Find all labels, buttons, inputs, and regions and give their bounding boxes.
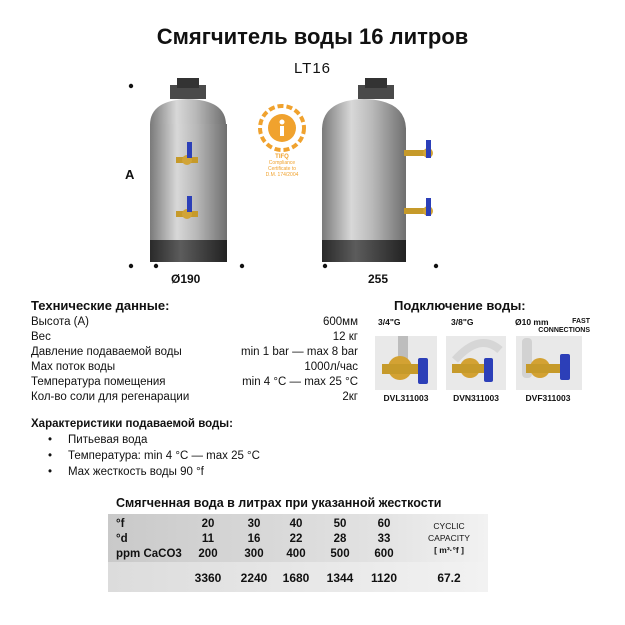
dimension-dot <box>129 84 133 88</box>
result-cell: 1680 <box>282 571 310 585</box>
result-cell: 1120 <box>370 571 398 585</box>
table-cell: 40 <box>289 518 303 530</box>
tech-heading: Технические данные: <box>31 298 170 313</box>
tech-label: Давление подаваемой воды <box>31 346 182 358</box>
connection-code: DVN311003 <box>453 393 499 403</box>
table-cell: 60 <box>377 518 391 530</box>
certificate-seal-icon <box>260 106 304 150</box>
tech-label: Кол-во соли для регенарации <box>31 391 190 403</box>
cyclic-line: CAPACITY <box>428 533 470 543</box>
certificate-text <box>258 154 306 178</box>
tech-value: min 4 °C — max 25 °C <box>242 376 358 388</box>
unit-label: ppm CaCO3 <box>116 548 182 560</box>
unit-label: °d <box>116 533 128 545</box>
feature-item <box>48 434 147 446</box>
tech-row <box>31 346 358 361</box>
feature-text: Температура: min 4 °C — max 25 °C <box>68 450 260 462</box>
diameter-label: Ø190 <box>171 272 201 286</box>
result-cell: 3360 <box>194 571 222 585</box>
bullet-icon: • <box>48 434 53 446</box>
cyclic-line: [ m³·°f ] <box>434 545 464 555</box>
connection-heading: Подключение воды: <box>394 298 526 313</box>
connection-size-extra: FAST CONNECTIONS <box>538 318 590 334</box>
cyclic-label <box>414 520 484 556</box>
bullet-icon: • <box>48 466 53 478</box>
table-cell: 22 <box>289 533 303 545</box>
dimension-dot <box>129 264 133 268</box>
tech-label: Температура помещения <box>31 376 166 388</box>
capacity-table <box>108 514 488 594</box>
softener-front-view <box>150 78 227 262</box>
product-drawing <box>0 0 625 300</box>
cyclic-value: 67.2 <box>437 571 461 585</box>
result-cell: 2240 <box>240 571 268 585</box>
dimension-dot <box>154 264 158 268</box>
tech-value: 2кг <box>342 391 358 403</box>
page-title: Смягчитель воды 16 литров <box>156 24 469 49</box>
certificate-line: D.M. 174/2004 <box>265 172 299 178</box>
table-cell: 33 <box>377 533 391 545</box>
model-code: LT16 <box>293 60 332 77</box>
connector-fast-icon <box>516 336 582 390</box>
result-cell: 1344 <box>326 571 354 585</box>
table-cell: 400 <box>286 548 306 560</box>
connector-3-4-icon <box>375 336 437 390</box>
connector-3-8-icon <box>446 336 506 390</box>
tech-label: Вес <box>31 331 51 343</box>
tech-row <box>31 376 358 391</box>
connection-size: 3/4"G <box>378 317 401 327</box>
cyclic-line: CYCLIC <box>433 521 465 531</box>
tech-row <box>31 361 358 376</box>
feature-item <box>48 466 204 478</box>
tech-value: 600мм <box>323 316 358 328</box>
tech-label: Max поток воды <box>31 361 116 373</box>
connection-code: DVF311003 <box>525 393 571 403</box>
softener-side-view <box>322 78 433 262</box>
connection-images <box>370 330 590 392</box>
table-cell: 28 <box>333 533 347 545</box>
tech-row <box>31 316 358 331</box>
bullet-icon: • <box>48 450 53 462</box>
tech-value: min 1 bar — max 8 bar <box>241 346 358 358</box>
certificate-line: Certificate to <box>267 166 297 172</box>
tech-label: Высота (А) <box>31 316 90 328</box>
tech-row <box>31 331 358 346</box>
tech-value: 12 кг <box>332 331 358 343</box>
dimension-dot <box>323 264 327 268</box>
tech-value: 1000л/час <box>304 361 358 373</box>
tech-row <box>31 391 358 406</box>
table-cell: 50 <box>333 518 347 530</box>
table-cell: 300 <box>244 548 264 560</box>
connection-size: Ø10 mm <box>515 317 549 327</box>
table-cell: 20 <box>201 518 215 530</box>
capacity-heading: Смягченная вода в литрах при указанной жесткости <box>116 496 442 510</box>
height-label: A <box>125 167 135 182</box>
connection-size: 3/8"G <box>451 317 474 327</box>
connection-code: DVL311003 <box>383 393 429 403</box>
certificate-brand: TIFQ <box>275 154 289 160</box>
feature-item <box>48 450 260 462</box>
table-cell: 500 <box>330 548 350 560</box>
table-cell: 200 <box>198 548 218 560</box>
dimension-dot <box>434 264 438 268</box>
dimension-dot <box>240 264 244 268</box>
certificate-line: Compliance <box>268 160 296 166</box>
depth-label: 255 <box>368 272 389 286</box>
table-cell: 16 <box>247 533 261 545</box>
feature-text: Max жесткость воды 90 °f <box>68 466 204 478</box>
table-cell: 30 <box>247 518 261 530</box>
feature-text: Питьевая вода <box>68 434 148 446</box>
unit-label: °f <box>116 518 125 530</box>
table-cell: 11 <box>201 533 215 545</box>
table-cell: 600 <box>374 548 394 560</box>
features-heading: Характеристики подаваемой воды: <box>31 418 233 430</box>
